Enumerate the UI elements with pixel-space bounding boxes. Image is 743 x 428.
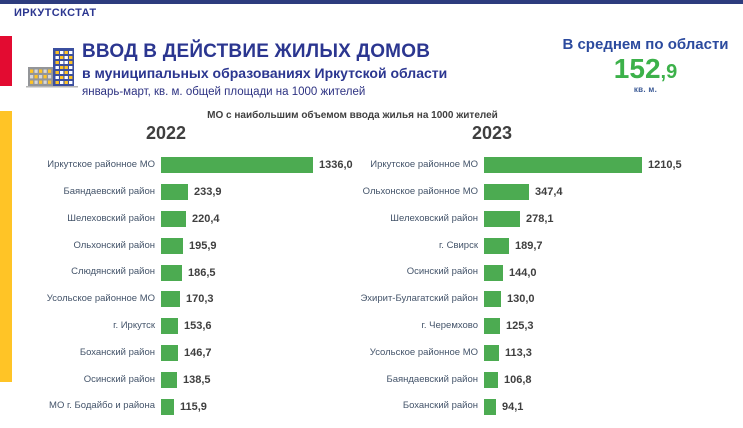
- period-note: январь-март, кв. м. общей площади на 1000 жителей: [82, 85, 366, 98]
- category-label: Боханский район: [79, 346, 155, 358]
- chart-row: [20, 232, 353, 259]
- value-bar: [161, 372, 177, 388]
- value-label: 153,6: [184, 320, 212, 333]
- value-label: 138,5: [183, 373, 211, 386]
- chart-row: [340, 286, 682, 313]
- value-bar: [484, 399, 496, 415]
- category-label: г. Иркутск: [113, 319, 155, 331]
- value-label: 115,9: [180, 400, 207, 413]
- value-label: 347,4: [535, 186, 563, 199]
- value-label: 278,1: [526, 212, 554, 225]
- chart-row: [20, 313, 353, 340]
- category-label: Слюдянский район: [71, 266, 155, 278]
- value-bar: [484, 372, 498, 388]
- value-label: 189,7: [515, 239, 543, 252]
- value-label: 130,0: [507, 293, 535, 306]
- value-label: 125,3: [506, 320, 534, 333]
- value-bar: [161, 157, 313, 173]
- value-bar: [161, 345, 178, 361]
- left-red-accent: [0, 36, 12, 86]
- value-bar: [161, 265, 182, 281]
- value-label: 170,3: [186, 293, 214, 306]
- chart-row: [20, 393, 353, 420]
- value-bar: [484, 265, 503, 281]
- value-label: 1336,0: [319, 159, 353, 172]
- category-label: Ольхонский район: [73, 239, 155, 251]
- value-label: 94,1: [502, 400, 524, 413]
- buildings-icon: [26, 46, 78, 88]
- category-label: Шелеховский район: [67, 212, 155, 224]
- value-label: 186,5: [188, 266, 216, 279]
- value-label: 146,7: [184, 346, 212, 359]
- value-bar: [161, 211, 186, 227]
- value-bar: [161, 184, 188, 200]
- category-label: Усольское районное МО: [369, 346, 478, 358]
- chart-row: [20, 259, 353, 286]
- left-yellow-accent: [0, 111, 12, 382]
- value-label: 220,4: [192, 212, 220, 225]
- value-label: 106,8: [504, 373, 532, 386]
- value-label: 1210,5: [648, 159, 682, 172]
- average-unit: кв. м.: [633, 85, 658, 95]
- title-block: [82, 42, 447, 98]
- chart-row: [20, 340, 353, 367]
- chart-row: [340, 366, 682, 393]
- category-label: Осинский район: [83, 373, 155, 385]
- category-label: Шелеховский район: [390, 212, 478, 224]
- value-label: 233,9: [194, 186, 222, 199]
- value-bar: [484, 345, 499, 361]
- value-bar: [484, 184, 529, 200]
- category-label: МО г. Бодайбо и района: [49, 400, 155, 412]
- value-bar: [484, 238, 509, 254]
- chart-row: [20, 206, 353, 233]
- region-average-block: [548, 36, 743, 94]
- year-label-2023: 2023: [471, 123, 513, 143]
- category-label: Баяндаевский район: [63, 185, 155, 197]
- value-bar: [161, 318, 178, 334]
- page-title: ВВОД В ДЕЙСТВИЕ ЖИЛЫХ ДОМОВ: [82, 41, 431, 62]
- value-label: 113,3: [505, 346, 532, 359]
- chart-row: [340, 313, 682, 340]
- chart-row: [340, 259, 682, 286]
- value-bar: [161, 238, 183, 254]
- bar-chart-2022: [20, 152, 353, 420]
- category-label: г. Свирск: [439, 239, 478, 251]
- average-value: 152,9: [613, 53, 678, 84]
- top-accent-bar: [0, 0, 743, 4]
- chart-row: [340, 152, 682, 179]
- chart-row: [20, 152, 353, 179]
- year-label-2022: 2022: [145, 123, 187, 143]
- category-label: Баяндаевский район: [386, 373, 478, 385]
- bar-chart-2023: [340, 152, 682, 420]
- value-label: 195,9: [189, 239, 217, 252]
- category-label: Усольское районное МО: [46, 293, 155, 305]
- value-bar: [484, 157, 642, 173]
- category-label: Иркутское районное МО: [47, 159, 155, 171]
- category-label: г. Черемхово: [421, 319, 478, 331]
- value-bar: [484, 211, 520, 227]
- chart-row: [340, 232, 682, 259]
- chart-row: [20, 366, 353, 393]
- value-bar: [484, 291, 501, 307]
- page-subtitle: в муниципальных образованиях Иркутской области: [82, 64, 448, 81]
- category-label: Эхирит-Булагатский район: [360, 293, 478, 305]
- chart-row: [340, 340, 682, 367]
- value-bar: [161, 399, 174, 415]
- value-label: 144,0: [509, 266, 537, 279]
- chart-row: [340, 206, 682, 233]
- value-bar: [484, 318, 500, 334]
- chart-title: МО с наибольшим объемом ввода жилья на 1000 жителей: [207, 110, 498, 121]
- chart-row: [20, 179, 353, 206]
- category-label: Осинский район: [406, 266, 478, 278]
- value-bar: [161, 291, 180, 307]
- category-label: Иркутское районное МО: [370, 159, 478, 171]
- category-label: Боханский район: [402, 400, 478, 412]
- chart-row: [340, 179, 682, 206]
- chart-row: [340, 393, 682, 420]
- chart-row: [20, 286, 353, 313]
- category-label: Ольхонское районное МО: [362, 185, 478, 197]
- average-label: В среднем по области: [562, 36, 729, 53]
- brand-name: ИРКУТСКСТАТ: [14, 7, 97, 19]
